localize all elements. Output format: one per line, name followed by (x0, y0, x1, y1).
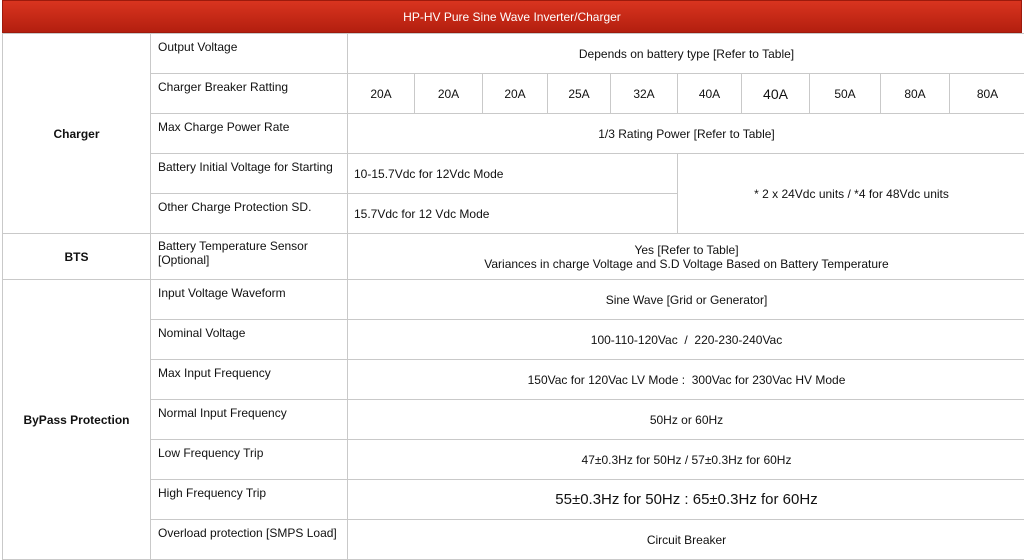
breaker-value: 80A (950, 74, 1024, 114)
section-bts: BTS (3, 234, 151, 280)
row-value: 1/3 Rating Power [Refer to Table] (348, 114, 1024, 154)
row-label: High Frequency Trip (151, 480, 348, 520)
row-value: 55±0.3Hz for 50Hz : 65±0.3Hz for 60Hz (348, 480, 1024, 520)
row-label: Charger Breaker Ratting (151, 74, 348, 114)
table-row (3, 234, 1024, 280)
row-label: Battery Initial Voltage for Starting (151, 154, 348, 194)
row-label: Max Input Frequency (151, 360, 348, 400)
breaker-value: 20A (348, 74, 415, 114)
breaker-value: 40A (678, 74, 742, 114)
row-label: Output Voltage (151, 34, 348, 74)
row-label: Normal Input Frequency (151, 400, 348, 440)
row-value: 47±0.3Hz for 50Hz / 57±0.3Hz for 60Hz (348, 440, 1024, 480)
table-row (3, 114, 1024, 154)
table-row (3, 440, 1024, 480)
breaker-value: 20A (415, 74, 483, 114)
row-value: 10-15.7Vdc for 12Vdc Mode (348, 154, 678, 194)
row-value: 15.7Vdc for 12 Vdc Mode (348, 194, 678, 234)
row-label (151, 234, 348, 280)
section-bypass: ByPass Protection (3, 280, 151, 560)
table-row (3, 320, 1024, 360)
row-label: Max Charge Power Rate (151, 114, 348, 154)
breaker-value: 40A (742, 74, 810, 114)
row-label-line: [Optional] (158, 253, 347, 267)
table-row (3, 34, 1024, 74)
row-label: Low Frequency Trip (151, 440, 348, 480)
breaker-value: 80A (881, 74, 950, 114)
row-value (348, 234, 1024, 280)
table-row (3, 400, 1024, 440)
row-value: Depends on battery type [Refer to Table] (348, 34, 1024, 74)
spec-table (2, 33, 1024, 560)
units-note: * 2 x 24Vdc units / *4 for 48Vdc units (678, 154, 1024, 234)
breaker-value: 25A (548, 74, 611, 114)
row-value: 50Hz or 60Hz (348, 400, 1024, 440)
row-value: 100-110-120Vac / 220-230-240Vac (348, 320, 1024, 360)
row-label: Other Charge Protection SD. (151, 194, 348, 234)
spec-sheet (2, 0, 1022, 560)
row-value: 150Vac for 120Vac LV Mode : 300Vac for 230Vac HV Mode (348, 360, 1024, 400)
breaker-value: 50A (810, 74, 881, 114)
table-row (3, 520, 1024, 560)
breaker-value: 32A (611, 74, 678, 114)
row-label: Overload protection [SMPS Load] (151, 520, 348, 560)
table-row (3, 154, 1024, 194)
table-row (3, 480, 1024, 520)
row-value-line: Yes [Refer to Table] (348, 243, 1024, 257)
table-row (3, 360, 1024, 400)
table-row (3, 280, 1024, 320)
section-charger: Charger (3, 34, 151, 234)
row-value: Sine Wave [Grid or Generator] (348, 280, 1024, 320)
table-title: HP-HV Pure Sine Wave Inverter/Charger (2, 0, 1022, 33)
row-label-line: Battery Temperature Sensor (158, 239, 347, 253)
breaker-value: 20A (483, 74, 548, 114)
row-label: Nominal Voltage (151, 320, 348, 360)
table-row (3, 74, 1024, 114)
row-value-line: Variances in charge Voltage and S.D Voltage Based on Battery Temperature (348, 257, 1024, 271)
row-label: Input Voltage Waveform (151, 280, 348, 320)
row-value: Circuit Breaker (348, 520, 1024, 560)
